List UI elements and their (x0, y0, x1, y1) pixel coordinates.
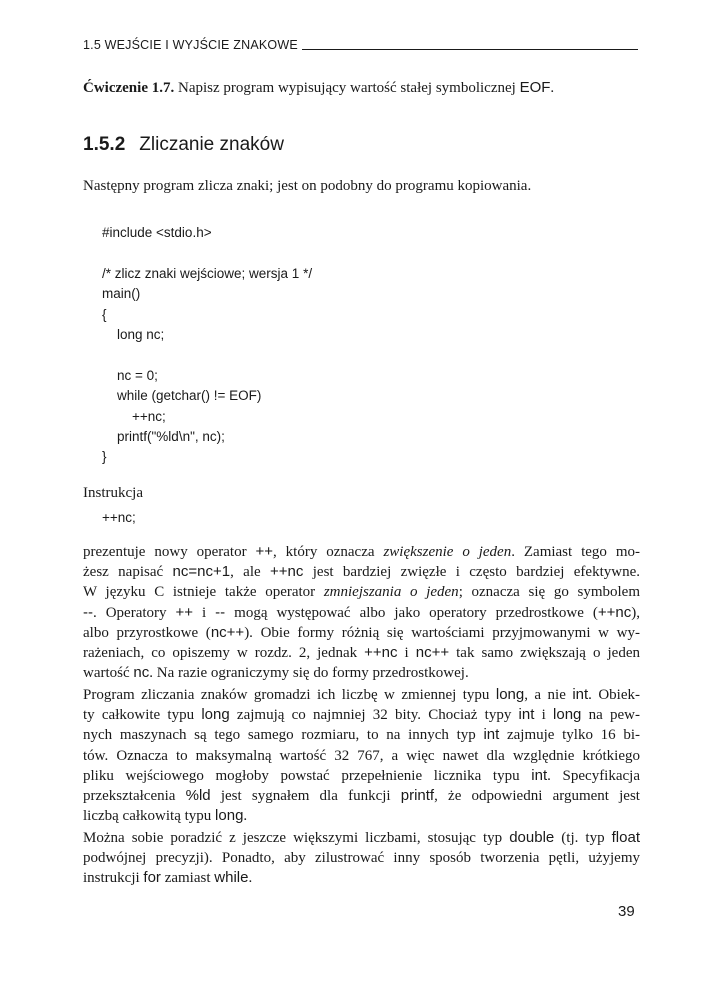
header-rule (302, 49, 638, 50)
inline-code: printf (400, 787, 435, 805)
inline-code: long (495, 686, 525, 703)
inline-code: int (531, 766, 548, 784)
inline-code: -- (215, 603, 226, 621)
text-run: tak samo zwiększają o jeden (449, 645, 640, 662)
text-run: mogą występować albo jako operatory przedrostkowe ( (225, 604, 598, 621)
text-run: albo przyrostkowe ( (83, 624, 211, 641)
text-line (83, 725, 640, 745)
text-run: pliku wejściowego mogłoby powstać przepełnienie licznika typu (83, 767, 532, 784)
code-line: while (getchar() != EOF) (102, 388, 262, 404)
exercise-label: Ćwiczenie 1.7. (83, 80, 175, 96)
text-run: ). Obie formy różnią się wartościami przyjmowanymi w wy- (244, 624, 641, 641)
text-run: . Operatory (93, 604, 176, 621)
text-run: ), (631, 604, 641, 621)
inline-code: ++nc (597, 603, 632, 621)
text-run: jest bardziej zwięzłe i często bardziej efektywne. (303, 564, 640, 581)
text-line (83, 806, 640, 826)
text-run: , że odpowiedni argument jest (434, 788, 640, 805)
inline-code: long (215, 807, 244, 825)
text-run: ty całkowite typu (83, 707, 202, 724)
text-line (83, 542, 640, 562)
text-run: zamiast (160, 870, 215, 887)
text-line (83, 828, 640, 848)
text-run: żesz napisać (83, 564, 173, 581)
code-listing (102, 223, 312, 468)
code-line: #include <stdio.h> (102, 225, 212, 240)
page-number: 39 (618, 903, 635, 920)
code-line: } (102, 449, 107, 465)
text-run: zajmują co najmniej 32 bity. Chociaż typy (229, 707, 519, 724)
text-run: Można sobie poradzić z jeszcze większymi liczbami, stosując typ (83, 830, 510, 846)
text-run: prezentuje nowy operator (83, 544, 256, 560)
inline-code: long (201, 706, 230, 724)
text-line (83, 663, 640, 683)
inline-code: float (611, 829, 640, 846)
running-title: 1.5 WEJŚCIE I WYJŚCIE ZNAKOWE (83, 38, 298, 52)
text-line (83, 603, 640, 623)
text-run: instrukcji (83, 870, 144, 887)
inline-code: double (509, 829, 555, 846)
exercise-paragraph (83, 78, 640, 98)
double-type-paragraph (83, 828, 640, 889)
emphasis: zmniejszania o jeden (323, 584, 459, 601)
instruction-label: Instrukcja (83, 485, 143, 501)
inline-code: ++nc (364, 644, 398, 662)
inline-code: int (572, 686, 589, 703)
long-type-paragraph (83, 685, 640, 826)
text-run: , który oznacza (273, 544, 384, 560)
text-run: , ale (230, 564, 271, 581)
inline-code: %ld (185, 787, 211, 805)
text-run: liczbą całkowitą typu (83, 808, 216, 825)
text-run: na pew- (581, 707, 640, 724)
text-run: (tj. typ (554, 830, 612, 846)
text-run: rażeniach, co opiszemy w rozdz. 2, jednak (83, 645, 365, 662)
text-line (83, 643, 640, 663)
inline-code: long (553, 706, 582, 724)
text-run: zajmuje tylko 16 bi- (499, 727, 640, 744)
exercise-code-term: EOF (519, 79, 551, 96)
text-run: i (193, 604, 216, 621)
text-run: . Na razie ograniczymy się do formy przedrostkowej. (149, 665, 469, 682)
exercise-text: Napisz program wypisujący wartość stałej symbolicznej (177, 80, 516, 96)
code-line: nc = 0; (102, 367, 158, 383)
text-run: W języku C istnieje także operator (83, 584, 324, 601)
text-run: . Obiek- (588, 687, 641, 703)
inline-code: int (518, 706, 535, 724)
instruction-code: ++nc; (102, 510, 136, 525)
intro-paragraph: Następny program zlicza znaki; jest on podobny do programu kopiowania. (83, 178, 532, 194)
operator-paragraph (83, 542, 640, 683)
text-line (83, 848, 640, 868)
text-line (83, 868, 640, 888)
inline-code: int (483, 726, 500, 744)
text-run: jest sygnałem dla funkcji (210, 788, 401, 805)
code-line (102, 243, 312, 263)
text-run: Program zliczania znaków gromadzi ich liczbę w zmiennej typu (83, 687, 496, 703)
text-run: . (248, 870, 253, 887)
code-line: printf("%ld\n", nc); (102, 428, 225, 444)
text-run: , a nie (524, 687, 573, 703)
text-line (83, 562, 640, 582)
text-line (83, 766, 640, 786)
emphasis: zwiększenie o jeden (383, 544, 512, 560)
text-line (83, 705, 640, 725)
exercise-end: . (550, 80, 555, 96)
section-number: 1.5.2 (83, 134, 126, 155)
text-run: . Specyfikacja (547, 767, 640, 784)
code-line: ++nc; (102, 408, 166, 424)
text-run: ; oznacza się go symbolem (458, 584, 640, 601)
text-run: wartość (83, 665, 134, 682)
text-line (83, 685, 640, 705)
text-run: . (243, 808, 248, 825)
inline-code: while (214, 869, 249, 887)
text-line (83, 786, 640, 806)
text-run: tów. Oznacza to maksymalną wartość 32 767, a więc nawet dla względnie krótkiego (83, 747, 640, 764)
section-heading (83, 134, 284, 156)
text-run: . Zamiast tego mo- (511, 544, 640, 560)
text-run: nych maszynach są tego samego rozmiaru, to na innych typ (83, 727, 484, 744)
code-line: /* zlicz znaki wejściowe; wersja 1 */ (102, 265, 313, 281)
running-header (83, 38, 638, 52)
inline-code: for (143, 869, 161, 887)
inline-code: nc++ (210, 623, 245, 641)
inline-code: nc (133, 664, 150, 682)
inline-code: nc=nc+1 (172, 563, 231, 581)
inline-code: nc++ (415, 644, 450, 662)
text-run: przekształcenia (83, 788, 186, 805)
inline-code: ++ (175, 603, 194, 621)
code-line (102, 345, 312, 365)
code-line: main() (102, 286, 141, 302)
text-run: i (534, 707, 554, 724)
code-line: { (102, 306, 107, 322)
text-run: podwójnej precyzji). Ponadto, aby zilustrować inny sposób tworzenia pętli, użyjemy (83, 850, 640, 867)
inline-code: -- (83, 603, 93, 621)
text-run: i (397, 645, 416, 662)
code-line: long nc; (102, 326, 165, 342)
text-line (83, 746, 640, 766)
section-title: Zliczanie znaków (139, 134, 284, 155)
text-line (83, 582, 640, 602)
inline-code: ++ (255, 543, 274, 560)
inline-code: ++nc (270, 563, 304, 581)
text-line (83, 623, 640, 643)
